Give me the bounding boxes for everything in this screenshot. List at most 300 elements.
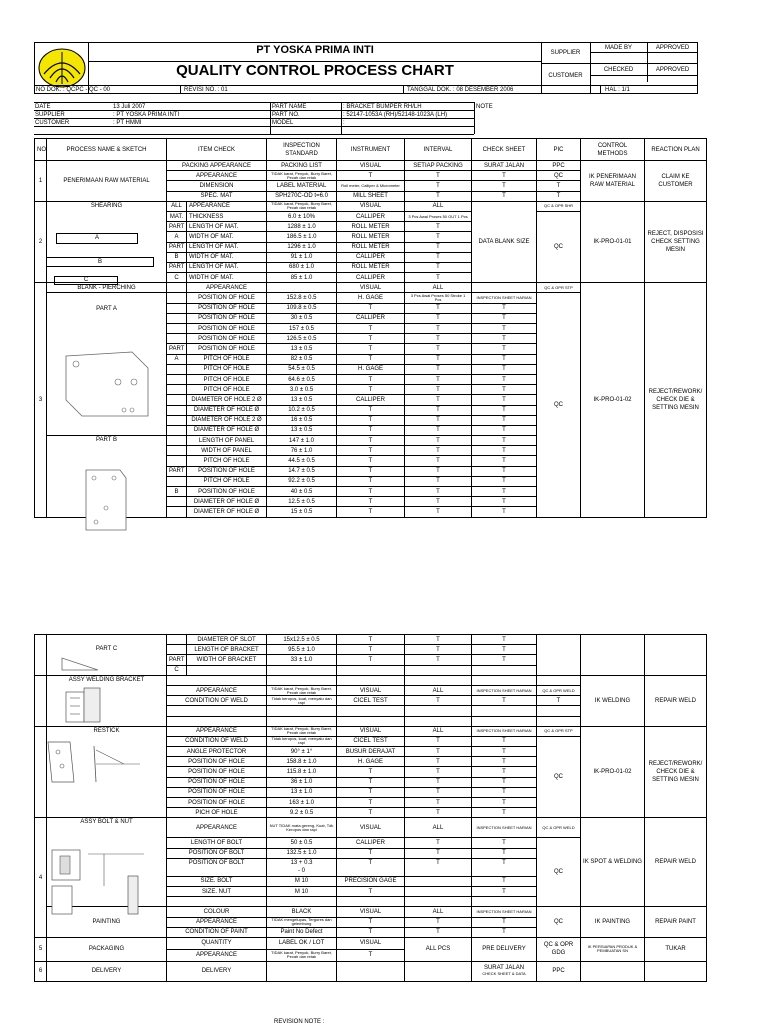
sec1-pic: T (537, 191, 581, 201)
sec1-inst: MILL SHEET (337, 191, 405, 201)
restick-intv: T (405, 808, 472, 818)
restick-cs: T (472, 757, 537, 767)
painting-std: Paint No Defect (267, 927, 337, 937)
welding-label: ASSY WELDING BRACKET (68, 676, 145, 683)
bolt-inst: VISUAL (337, 818, 405, 838)
restick-pic-first: QC & OPR STP (537, 726, 581, 736)
restick-cs: T (472, 798, 537, 808)
sec3-inst: CALLIPER (337, 313, 405, 323)
sec3-cs: T (472, 415, 537, 425)
packaging-control: IK PERSIAPAN PRODUK & PEMBUATAN SN (581, 937, 645, 961)
sec3-std: 92.2 ± 0.5 (267, 476, 337, 486)
bolt-cs: T (472, 838, 537, 848)
sec2-intv: 3 Pcs Awal Proses 50 OUT 1 Pcs (405, 211, 472, 221)
bolt-blank (405, 897, 472, 907)
restick-intv: T (405, 787, 472, 797)
sec3-reaction: REJECT/REWORK/ CHECK DIE & SETTING MESIN (645, 283, 707, 517)
tanggal-dok: TANGGAL DOK. : 08 DESEMBER 2006 (407, 87, 514, 93)
delivery-intv (405, 961, 472, 981)
part-name-label: PART NAME (272, 104, 307, 110)
sec3-std: 126.5 ± 0.5 (267, 334, 337, 344)
restick-intv: T (405, 747, 472, 757)
welding-blank (537, 675, 581, 685)
painting-std: BLACK (267, 907, 337, 917)
sec3-item: PITCH OF HOLE (187, 364, 267, 374)
sec3-cs (472, 283, 537, 293)
sec3-intv: T (405, 303, 472, 313)
welding-blank (472, 716, 537, 726)
part-no-value: : 52147-1053A (RH)/52148-1023A (LH) (343, 112, 448, 118)
partc-cs (472, 665, 537, 675)
partc-item (187, 665, 267, 675)
revision-note: REVISION NOTE : (274, 1019, 325, 1025)
col-interval: INTERVAL (405, 139, 472, 161)
sec3-part (167, 456, 187, 466)
delivery-cs2: CHECK SHEET & DATA (482, 971, 526, 977)
partc-inst: T (337, 635, 405, 645)
welding-blank (405, 706, 472, 716)
welding-blank (167, 716, 267, 726)
sec3-intv: T (405, 395, 472, 405)
sec3-intv: T (405, 466, 472, 476)
restick-std: 9.2 ± 0.5 (267, 808, 337, 818)
restick-std: 115.8 ± 1.0 (267, 767, 337, 777)
sec2-part: MAT. (167, 211, 187, 221)
bolt-blank (337, 897, 405, 907)
sec3-intv: T (405, 415, 472, 425)
sec3-part (167, 334, 187, 344)
sec3-std: 30 ± 0.5 (267, 313, 337, 323)
sec3-inst: H. GAGE (337, 293, 405, 303)
restick-item: APPEARANCE (167, 726, 267, 736)
restick-intv: T (405, 757, 472, 767)
sec3-cs: T (472, 446, 537, 456)
sec1-cs: T (472, 171, 537, 181)
partc-inst: T (337, 645, 405, 655)
sec3-std: 44.5 ± 0.5 (267, 456, 337, 466)
painting-std: TIDAK mengelupas, Tergores dan gelembung (267, 917, 337, 927)
sec3-std: 152.8 ± 0.5 (267, 293, 337, 303)
sec3-inst: T (337, 344, 405, 354)
painting-control: IK PAINTING (581, 907, 645, 938)
sec3-part (167, 324, 187, 334)
restick-pic: QC (537, 736, 581, 818)
sec3-std: 13 ± 0.5 (267, 425, 337, 435)
painting-intv: ALL (405, 907, 472, 917)
sketch-c-label: C (83, 277, 89, 283)
sec3-std: 15 ± 0.5 (267, 507, 337, 517)
sec3-item: WIDTH OF PANEL (187, 446, 267, 456)
sec3-std: 12.5 ± 0.5 (267, 497, 337, 507)
partc-part: C (167, 665, 187, 675)
partc-item: DIAMETER OF SLOT (187, 635, 267, 645)
bolt-intv (405, 886, 472, 896)
sec3-cs: T (472, 385, 537, 395)
partc-part: PART (167, 655, 187, 665)
sec3-inst: H. GAGE (337, 364, 405, 374)
sec3-part (167, 374, 187, 384)
sec2-part: C (167, 273, 187, 283)
part-c-sketch (60, 656, 100, 672)
sec3-part (167, 395, 187, 405)
restick-intv: T (405, 777, 472, 787)
bolt-std-lower: - 0 (297, 867, 305, 874)
sec3-std: 10.2 ± 0.5 (267, 405, 337, 415)
sec3-std: 82 ± 0.5 (267, 354, 337, 364)
sec3-item: APPEARANCE (187, 283, 267, 293)
process-table-page1 (34, 138, 707, 518)
sec3-part (167, 476, 187, 486)
sec3-inst: CALLIPER (337, 395, 405, 405)
painting-cs: T (472, 917, 537, 927)
note-label: NOTE (476, 104, 493, 110)
bolt-cs: T (472, 886, 537, 896)
bolt-item: POSITION OF BOLT (167, 858, 267, 876)
sec3-part: PART (167, 466, 187, 476)
sec1-inst: T (337, 171, 405, 181)
restick-item: POSITION OF HOLE (167, 787, 267, 797)
sec2-item: LENGTH OF MAT. (187, 222, 267, 232)
sec3-intv: T (405, 334, 472, 344)
welding-bracket-sketch (62, 686, 122, 726)
sec2-process: SHEARING (90, 202, 123, 209)
no-dok: NO DOK. : QCPC - QC - 00 (36, 87, 111, 93)
sec3-cs: T (472, 405, 537, 415)
partc-cs: T (472, 645, 537, 655)
sec1-pic: T (537, 181, 581, 191)
partc-inst: T (337, 655, 405, 665)
date-value: 13 Juli 2007 (113, 104, 146, 110)
sec3-cs: T (472, 425, 537, 435)
partc-cs: T (472, 635, 537, 645)
restick-cs: T (472, 808, 537, 818)
painting-inst: T (337, 927, 405, 937)
sec3-item: POSITION OF HOLE (187, 293, 267, 303)
painting-inst: T (337, 917, 405, 927)
sec3-item: PITCH OF HOLE (187, 456, 267, 466)
painting-cs: T (472, 927, 537, 937)
sec3-cs: T (472, 354, 537, 364)
restick-item: ANGLE PROTECTOR (167, 747, 267, 757)
restick-cs: T (472, 736, 537, 746)
sec3-inst: T (337, 415, 405, 425)
col-item: ITEM CHECK (167, 139, 267, 161)
sec3-inst: T (337, 476, 405, 486)
sec3-inst: T (337, 446, 405, 456)
bolt-reaction: REPAIR WELD (645, 818, 707, 907)
sec3-part-b-label: PART B (95, 437, 117, 444)
sec3-part: A (167, 354, 187, 364)
restick-control: IK-PRO-01-02 (581, 726, 645, 818)
restick-intv: ALL (405, 726, 472, 736)
sec3-std: 3.0 ± 0.5 (267, 385, 337, 395)
bolt-control: IK SPOT & WELDING (581, 818, 645, 907)
sec3-item: POSITION OF HOLE (187, 303, 267, 313)
sec1-inst: VISUAL (337, 161, 405, 171)
sec3-cs: T (472, 303, 537, 313)
sec2-std: 1296 ± 1.0 (267, 242, 337, 252)
welding-item: CONDITION OF WELD (167, 696, 267, 706)
sec2-inst: VISUAL (337, 201, 405, 211)
packaging-cs: PRE DELIVERY (472, 937, 537, 961)
bolt-pic: QC (537, 838, 581, 907)
model-label: MODEL (272, 120, 294, 126)
sec3-item: DIAMETER OF HOLE 2 Ø (187, 395, 267, 405)
sec2-part: B (167, 252, 187, 262)
sec1-item: PACKING APPEARANCE (167, 161, 267, 171)
bolt-cs: T (472, 848, 537, 858)
sec3-item: DIAMETER OF HOLE Ø (187, 497, 267, 507)
process-table-page2 (34, 634, 707, 982)
part-name-value: : BRACKET BUMPER RH/LH (343, 104, 422, 110)
sec3-std: 13 ± 0.5 (267, 344, 337, 354)
restick-intv: T (405, 798, 472, 808)
bolt-pic-first: QC & OPR WELD (537, 818, 581, 838)
sec3-cs: T (472, 324, 537, 334)
sec2-part: PART (167, 242, 187, 252)
sec2-item: LENGTH OF MAT. (187, 242, 267, 252)
sec1-cs: T (472, 181, 537, 191)
restick-std: 163 ± 1.0 (267, 798, 337, 808)
restick-reaction: REJECT/REWORK/ CHECK DIE & SETTING MESIN (645, 726, 707, 818)
sec3-intv: ALL (405, 283, 472, 293)
packaging-pic: QC & OPR GDG (537, 937, 581, 961)
sec3-intv: T (405, 344, 472, 354)
restick-item: POSITION OF HOLE (167, 777, 267, 787)
bolt-intv: T (405, 858, 472, 876)
painting-item: COLOUR (167, 907, 267, 917)
sec1-item: SPEC. MAT (167, 191, 267, 201)
sec3-cs: T (472, 466, 537, 476)
sec3-intv: T (405, 354, 472, 364)
sec2-intv: T (405, 252, 472, 262)
restick-inst: T (337, 798, 405, 808)
sec2-intv: ALL (405, 201, 472, 211)
delivery-label: DELIVERY (47, 961, 167, 981)
sec1-item: DIMENSION (167, 181, 267, 191)
shearing-sketch-c (54, 276, 118, 285)
restick-std: 90° ± 1° (267, 747, 337, 757)
model-value: : (343, 120, 345, 126)
sec1-pic: PPC (537, 161, 581, 171)
sec1-std: PACKING LIST (267, 161, 337, 171)
sec3-intv: T (405, 374, 472, 384)
bolt-std: M 10 (267, 876, 337, 886)
painting-item: CONDITION OF PAINT (167, 927, 267, 937)
date-label: DATE (35, 104, 51, 110)
delivery-item: DELIVERY (167, 961, 267, 981)
bolt-intv: ALL (405, 818, 472, 838)
sec3-part (167, 283, 187, 293)
sec3-part (167, 446, 187, 456)
restick-cs: T (472, 777, 537, 787)
sec3-cs: T (472, 436, 537, 446)
sec3-inst: T (337, 487, 405, 497)
revisi-no: REVISI NO. : 01 (184, 87, 228, 93)
sec3-std: 40 ± 0.5 (267, 487, 337, 497)
sec2-part: PART (167, 262, 187, 272)
delivery-reaction (645, 961, 707, 981)
sec3-std (267, 283, 337, 293)
bolt-blank (472, 897, 537, 907)
col-check-sheet: CHECK SHEET (472, 139, 537, 161)
painting-pic: QC (537, 907, 581, 938)
sec2-std: 680 ± 1.0 (267, 262, 337, 272)
bolt-item: APPEARANCE (167, 818, 267, 838)
sec3-inst: T (337, 436, 405, 446)
welding-cs: T (472, 696, 537, 706)
sec3-cs: T (472, 334, 537, 344)
partc-control (581, 635, 645, 676)
bolt-inst: T (337, 848, 405, 858)
sec1-std: SPH270C-OD t=6.0 (267, 191, 337, 201)
sec1-intv: SETIAP PACKING (405, 161, 472, 171)
restick-std: 13 ± 1.0 (267, 787, 337, 797)
sec2-inst: CALLIPER (337, 273, 405, 283)
sec3-intv: T (405, 324, 472, 334)
welding-reaction: REPAIR WELD (645, 675, 707, 726)
restick-inst: T (337, 777, 405, 787)
painting-inst: VISUAL (337, 907, 405, 917)
packaging-inst: VISUAL (337, 937, 405, 949)
hal: HAL : 1/1 (605, 87, 630, 93)
sec2-pic: QC (537, 211, 581, 282)
approved-label-2: APPROVED (655, 67, 690, 73)
painting-reaction: REPAIR PAINT (645, 907, 707, 938)
sec3-cs: T (472, 487, 537, 497)
partc-intv: T (405, 645, 472, 655)
sec3-pic: QC (537, 293, 581, 517)
sec3-intv: T (405, 476, 472, 486)
sec2-item: THICKNESS (187, 211, 267, 221)
sec2-intv: T (405, 222, 472, 232)
customer-label: CUSTOMER (548, 73, 583, 79)
sec3-control: IK-PRO-01-02 (581, 283, 645, 517)
welding-item: APPEARANCE (167, 685, 267, 695)
bolt-intv (405, 876, 472, 886)
partc-cs: T (472, 655, 537, 665)
sec3-inst: T (337, 497, 405, 507)
sec1-intv: T (405, 191, 472, 201)
welding-blank (267, 675, 337, 685)
restick-inst: H. GAGE (337, 757, 405, 767)
part-b-sketch (84, 468, 128, 532)
partc-std (267, 665, 337, 675)
sec2-no: 2 (35, 201, 47, 283)
restick-std: 36 ± 1.0 (267, 777, 337, 787)
sec3-cs: T (472, 364, 537, 374)
sec3-cs: T (472, 344, 537, 354)
sec3-part (167, 497, 187, 507)
bolt-item: SIZE. NUT (167, 886, 267, 896)
restick-std: TIDAK karat, Penyok, Burry Baret, Pecah dan retak (267, 726, 337, 736)
sec2-std: TIDAK karat, Penyok, Burry Baret, Pecah dan retak (267, 201, 337, 211)
partc-inst (337, 665, 405, 675)
sec3-part (167, 436, 187, 446)
sec1-reaction: CLAIM KE CUSTOMER (645, 161, 707, 202)
packaging-std: LABEL OK / LOT (267, 937, 337, 949)
sec3-intv: T (405, 497, 472, 507)
bolt-item: LENGTH OF BOLT (167, 838, 267, 848)
packaging-std: TIDAK karat, Penyok, Burry Baret, Pecah dan retak (267, 949, 337, 961)
sec2-std: 6.0 ± 10% (267, 211, 337, 221)
sec1-inst: Roll meter, Calliper & Micrometer (337, 181, 405, 191)
sec3-part (167, 303, 187, 313)
part-a-sketch (62, 348, 152, 420)
sec2-part: A (167, 232, 187, 242)
partc-part (167, 635, 187, 645)
sec2-cs: DATA BLANK SIZE (472, 201, 537, 283)
restick-std: Tidak keropos, kuat, menyatu dan rapi (267, 736, 337, 746)
welding-inst: VISUAL (337, 685, 405, 695)
sec2-control: IK-PRO-01-01 (581, 201, 645, 283)
partc-intv (405, 665, 472, 675)
restick-intv: T (405, 736, 472, 746)
sec3-inst: T (337, 334, 405, 344)
sec1-std: TIDAK karat, Penyok, Burry Baret, Pecah dan retak (267, 171, 337, 181)
painting-intv: T (405, 927, 472, 937)
supplier-label: SUPPLIER (550, 50, 581, 56)
sec3-process: BLANK - PIERCHING (47, 283, 167, 293)
sec2-inst: ROLL METER (337, 232, 405, 242)
sec3-item: POSITION OF HOLE (187, 313, 267, 323)
sec2-std: 186.5 ± 1.0 (267, 232, 337, 242)
sec2-item: WIDTH OF MAT. (187, 232, 267, 242)
sec3-cs: T (472, 374, 537, 384)
bolt-cs: T (472, 858, 537, 876)
col-standard: INSPECTION STANDARD (267, 139, 337, 161)
welding-blank (267, 706, 337, 716)
sec1-pic: QC (537, 171, 581, 181)
sec1-intv: T (405, 171, 472, 181)
sec2-inst: ROLL METER (337, 262, 405, 272)
partc-std: 15x12.5 ± 0.5 (267, 635, 337, 645)
shearing-sketch-b (46, 257, 154, 267)
restick-item: PICH OF HOLE (167, 808, 267, 818)
sec2-item: WIDTH OF MAT. (187, 252, 267, 262)
sec3-inst: T (337, 456, 405, 466)
sec3-std: 109.8 ± 0.5 (267, 303, 337, 313)
restick-label: RESTICK (93, 727, 120, 734)
partc-item: LENGTH OF BRACKET (187, 645, 267, 655)
sec3-item: PITCH OF HOLE (187, 374, 267, 384)
welding-pic: T (537, 696, 581, 706)
sec1-no: 1 (35, 161, 47, 202)
sec3-cs: T (472, 476, 537, 486)
sec3-item: POSITION OF HOLE (187, 344, 267, 354)
shearing-sketch-a (56, 233, 138, 244)
bolt-blank (267, 897, 337, 907)
sec3-part-a-label: PART A (96, 306, 117, 313)
packaging-no: 5 (35, 937, 47, 961)
sec3-item: POSITION OF HOLE (187, 487, 267, 497)
bolt-cs: INSPECTION SHEET HARIAN (472, 818, 537, 838)
sec3-part: B (167, 487, 187, 497)
sec3-std: 76 ± 1.0 (267, 446, 337, 456)
col-control: CONTROL METHODS (581, 139, 645, 161)
bolt-label: ASSY BOLT & NUT (80, 819, 133, 826)
customer-info-value: : PT HMMI (113, 120, 142, 126)
sec2-intv: T (405, 232, 472, 242)
delivery-no: 6 (35, 961, 47, 981)
restick-item: POSITION OF HOLE (167, 798, 267, 808)
welding-inst: CICEL TEST (337, 696, 405, 706)
sec3-inst: VISUAL (337, 283, 405, 293)
restick-item: POSITION OF HOLE (167, 767, 267, 777)
sec3-intv: T (405, 507, 472, 517)
sec2-inst: ROLL METER (337, 242, 405, 252)
restick-std: 158.8 ± 1.0 (267, 757, 337, 767)
